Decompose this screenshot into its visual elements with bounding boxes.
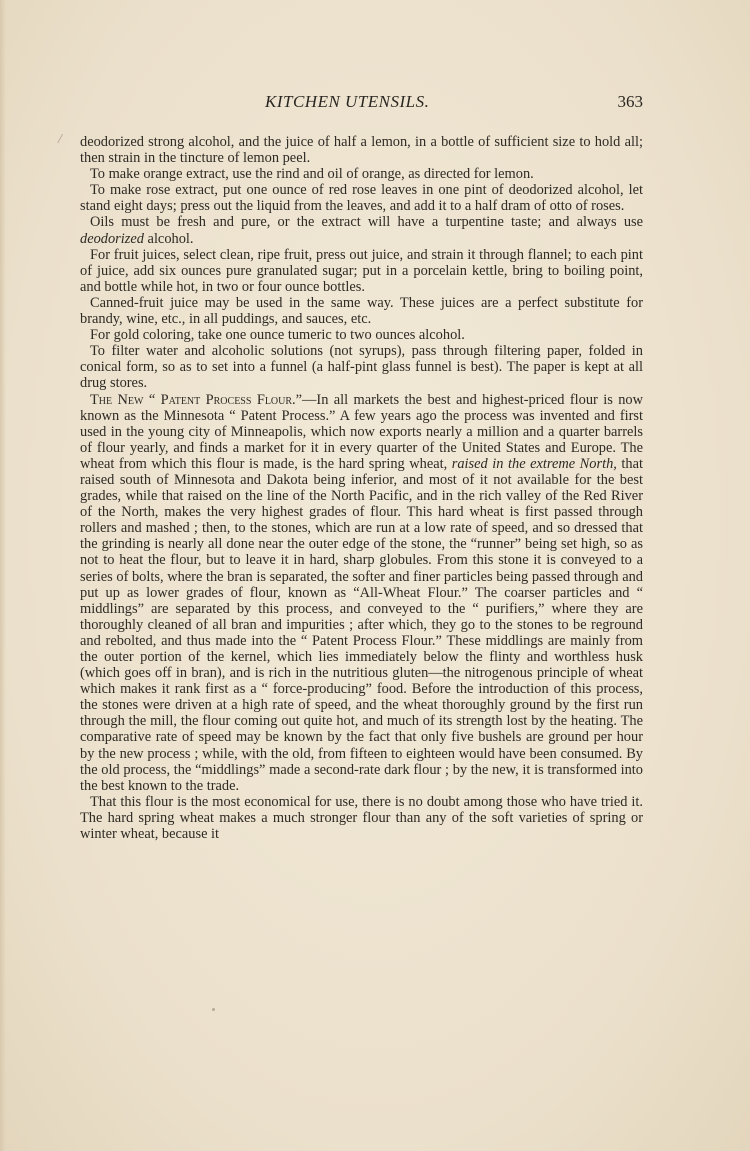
paragraph-oils-text: Oils must be fresh and pure, or the extract will have a turpentine taste; and always use [90, 214, 643, 231]
paragraph-oils-emphasis: deodorized [80, 230, 144, 247]
paragraph-oils-end: alcohol. [143, 230, 194, 247]
paragraph-oils [80, 214, 643, 246]
running-title: KITCHEN UTENSILS. [265, 92, 430, 111]
section-heading-patent-process-flour: The New “ Patent Process Flour.” [90, 391, 303, 408]
paragraph-patent-process-text: —In all markets the best and highest-priced flour is now known as the Minnesota “ Patent Process.” A few years ago the process was invented and first used in the young city of Minneapolis, which now exports nearly a million and a quarter barrels of flour yearly, and finds a market for it in every quarter of the United States and Europe. The wheat from which this flour is made, is the hard spring wheat, [80, 391, 643, 472]
paragraph-patent-process-emphasis: raised in the extreme North, [451, 455, 617, 472]
paragraph-orange-extract: To make orange extract, use the rind and oil of orange, as directed for lemon. [90, 166, 534, 183]
paper-speck [212, 1008, 215, 1011]
page-header [80, 92, 643, 116]
margin-pencil-mark: / [58, 132, 62, 147]
paragraph-economical-flour: That this flour is the most economical for use, there is no doubt among those who have tried it. The hard spring wheat makes a much stronger flour than any of the soft varieties of spring or winter wheat, because it [80, 793, 643, 843]
paragraph-filter-water: To filter water and alcoholic solutions (not syrups), pass through filtering paper, folded in conical form, so as to set into a funnel (a half-pint glass funnel is best). The paper is kept at all drug stores. [80, 343, 643, 392]
paragraph-gold-coloring: For gold coloring, take one ounce tumeric to two ounces alcohol. [90, 327, 465, 344]
paragraph-fruit-juices: For fruit juices, select clean, ripe fruit, press out juice, and strain it through flannel; to each pint of juice, add six ounces pure granulated sugar; put in a porcelain kettle, bring to boiling point, and bottle while hot, in two or four ounce bottles. [80, 246, 643, 295]
paragraph-lemon-extract-continued: deodorized strong alcohol, and the juice of half a lemon, in a bottle of sufficient size to hold all; then strain in the tincture of lemon peel. [80, 134, 643, 167]
paragraph-rose-extract: To make rose extract, put one ounce of red rose leaves in one pint of deodorized alcohol, let stand eight days; press out the liquid from the leaves, and add it to a half dram of otto of roses. [80, 182, 643, 215]
page-number: 363 [617, 92, 643, 111]
paragraph-patent-process-continued: that raised south of Minnesota and Dakota being inferior, and most of it not available for the best grades, while that raised on the line of the North Pacific, and in the rich valley of the Red River of the North, makes the very highest grades of flour. This hard wheat is first passed through rollers and mashed ; then, to the stones, which are run at a low rate of speed, and so dressed that the grinding is nearly all done near the outer edge of the stone, the “runner” being set high, so as not to heat the flour, but to leave it in hard, sharp globules. From this stone it is conveyed to a series of bolts, where the bran is separated, the softer and finer particles being passed through and put up as lower grades of flour, known as “All-Wheat Flour.” The coarser particles and “ middlings” are separated by this process, and conveyed to the “ purifiers,” where they are thoroughly cleaned of all bran and impurities ; after which, they go to the stones to be reground and rebolted, and thus made into the “ Patent Process Flour.” These middlings are mainly from the outer portion of the kernel, which lies immediately below the flinty and worthless husk (which goes off in bran), and is rich in the nutritious gluten—the nitrogenous principle of wheat which makes it rank first as a “ force-producing” food. Before the introduction of this process, the stones were driven at a high rate of speed, and the wheat thoroughly ground by the first run through the mill, the flour coming out quite hot, and much of its strength lost by the heating. The comparative rate of speed may be known by the fact that only five bushels are ground per hour by the new process ; while, with the old, from fifteen to eighteen would have been consumed. By the old process, the “middlings” made a second-rate dark flour ; by the new, it is transformed into the best known to the trade. [80, 455, 643, 794]
paragraph-canned-fruit: Canned-fruit juice may be used in the same way. These juices are a perfect substitute for brandy, wine, etc., in all puddings, and sauces, etc. [80, 294, 643, 328]
paragraph-patent-process-flour [80, 392, 643, 794]
body-text [80, 134, 643, 842]
